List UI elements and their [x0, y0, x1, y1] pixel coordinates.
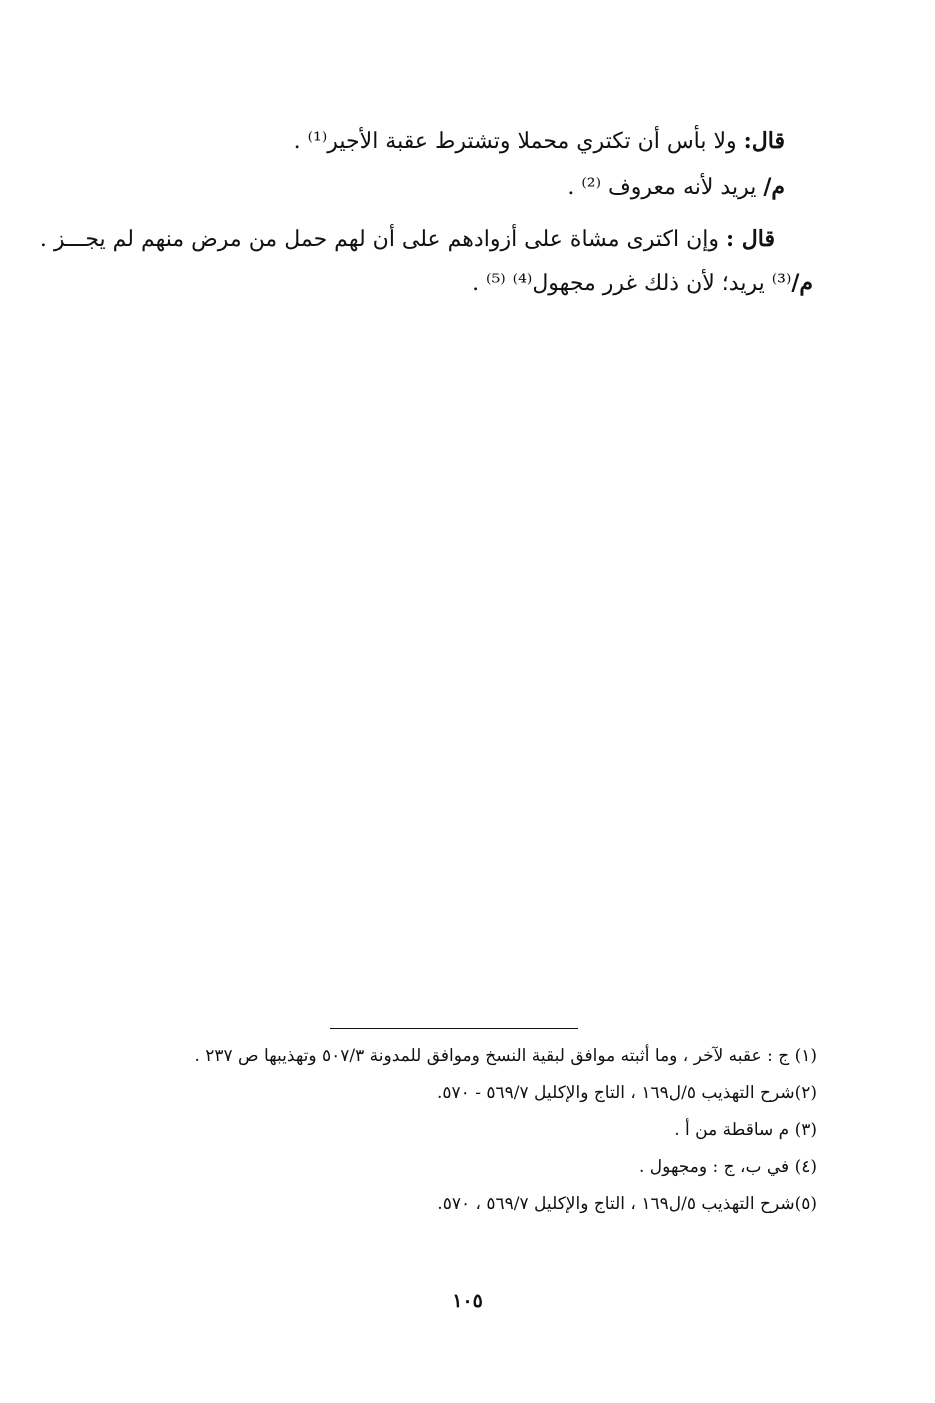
body-text: يريد لأنه معروف ⁽²⁾ .	[567, 175, 764, 200]
speaker-label: قال :	[726, 226, 775, 252]
body-line-1	[294, 128, 785, 154]
footnote-3: (٣) م ساقطة من أ .	[674, 1120, 817, 1140]
body-text: ولا بأس أن تكتري محملا وتشترط عقبة الأجير⁽¹⁾ .	[293, 129, 744, 154]
body-line-3	[40, 226, 775, 252]
footnote-5: (٥)شرح التهذيب ٥/ل١٦٩ ، التاج والإكليل ٥٦٩/٧ ، ٥٧٠.	[437, 1194, 817, 1214]
commentary-label: م/	[763, 174, 785, 200]
body-line-4	[472, 270, 813, 296]
footnote-2: (٢)شرح التهذيب ٥/ل١٦٩ ، التاج والإكليل ٥٦٩/٧ - ٥٧٠.	[437, 1083, 817, 1103]
body-text: ⁽³⁾ يريد؛ لأن ذلك غرر مجهول⁽⁴⁾ ⁽⁵⁾ .	[472, 271, 792, 296]
body-text: وإن اكترى مشاة على أزوادهم على أن لهم حمل من مرض منهم لم يجـــز .	[39, 227, 727, 252]
page-number: ١٠٥	[452, 1290, 483, 1312]
footnote-1: (١) ج : عقبه لآخر ، وما أثبته موافق لبقية النسخ وموافق للمدونة ٥٠٧/٣ وتهذيبها ص ٢٣٧ .	[194, 1046, 817, 1066]
speaker-label: قال:	[743, 128, 785, 154]
commentary-label: م/	[791, 270, 813, 296]
footnote-4: (٤) في ب، ج : ومجهول .	[639, 1157, 817, 1177]
body-line-2	[567, 174, 785, 200]
footnote-separator	[330, 1028, 578, 1029]
